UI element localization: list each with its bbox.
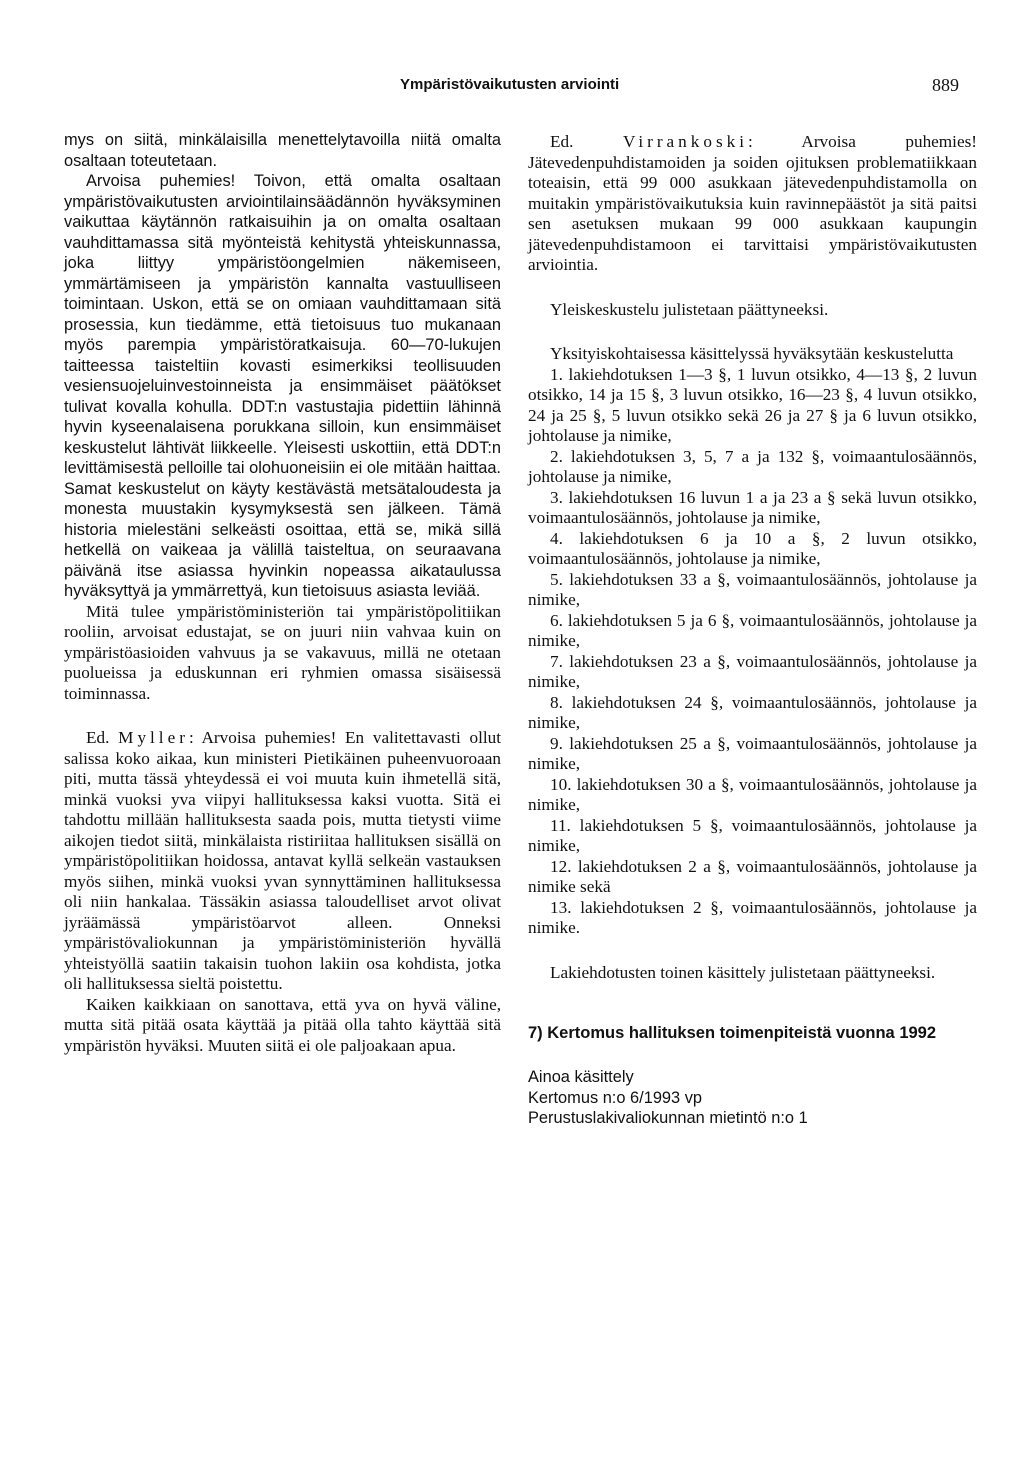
speaker-name: Myller	[118, 728, 189, 747]
speaker-prefix: Ed.	[550, 132, 574, 151]
list-item: 7. lakiehdotuksen 23 a §, voimaantulosäännös, johtolause ja nimike,	[528, 651, 977, 691]
left-column	[64, 130, 501, 1056]
list-item: 4. lakiehdotuksen 6 ja 10 a §, 2 luvun otsikko, voimaantulosäännös, johtolause ja nimike,	[528, 528, 977, 568]
detailed-handling-intro: Yksityiskohtaisessa käsittelyssä hyväksytään keskustelutta	[550, 344, 954, 363]
speech-text: : Arvoisa puhemies! Jätevedenpuhdistamoiden ja soiden ojituksen problematiikkaan toteaisin, että 99 000 asukkaan jätevedenpuhdistamolla on muitakin ympäristövaikutuksia kuin ravinnepäästöt ja sitä paitsi sen asetuksen mukaan 99 000 asukkaan kaupungin jätevedenpuhdistamoon ei tarvittaisi ympäristövaikutusten arviointia.	[528, 132, 977, 274]
bill-list	[528, 365, 977, 939]
list-item: 12. lakiehdotuksen 2 a §, voimaantulosäännös, johtolause ja nimike sekä	[528, 856, 977, 896]
list-item: 9. lakiehdotuksen 25 a §, voimaantulosäännös, johtolause ja nimike,	[528, 733, 977, 773]
list-item: 2. lakiehdotuksen 3, 5, 7 a ja 132 §, voimaantulosäännös, johtolause ja nimike,	[528, 446, 977, 486]
second-reading-closed: Lakiehdotusten toinen käsittely julistetaan päättyneeksi.	[550, 962, 936, 982]
speaker-prefix: Ed.	[86, 728, 110, 747]
paragraph-minister-speech: Arvoisa puhemies! Toivon, että omalta osaltaan ympäristövaikutusten arviointilainsäädännön hyväksyminen vaikuttaa käytännön ratkaisuihin ja on omalta osaltaan vauhdittamassa sitä myönteistä kehitystä yhteiskunnassa, joka liittyy ympäristöongelmien näkemiseen, ymmärtämiseen ja ympäristön kannalta vastuulliseen toimintaan. Uskon, että se on omiaan vauhdittamaan sitä prosessia, kun tiedämme, että tietoisuus tuo mukanaan myös parempia ympäristöratkaisuja. 60—70-lukujen taitteessa taisteltiin kovasti esimerkiksi teollisuuden vesiensuojeluinvestoinneista ja ensimmäiset päätökset tulivat kovalla kohulla. DDT:n vastustajia pidettiin lähinnä hyvin kyseenalaisena porukkana silloin, kun ensimmäiset keskustelut lähtivät liikkeelle. Yleisesti uskottiin, että DDT:n levittämisestä pelloille tai olohuoneisiin ei ole mitään haittaa. Samat keskustelut on käyty kestävästä metsätaloudesta ja monesta muustakin kysymyksestä sen jälkeen. Tämä historia mielestäni selkeästi osoittaa, että se, mikä sillä hetkellä on vaikeaa ja välillä taisteltua, on seuraavana päivänä itse asiassa hyvinkin nopeassa aikataulussa hyväksyttyä ja ymmärrettyä, kun tietoisuus asiasta leviää.	[64, 172, 501, 600]
list-item: 8. lakiehdotuksen 24 §, voimaantulosäännös, johtolause ja nimike,	[528, 692, 977, 732]
list-item: 3. lakiehdotuksen 16 luvun 1 a ja 23 a § sekä luvun otsikko, voimaantulosäännös, johtolause ja nimike,	[528, 487, 977, 527]
paragraph-ministry-role: Mitä tulee ympäristöministeriön tai ympäristöpolitiikan rooliin, arvoisat edustajat, se on juuri niin vahvaa kuin on ympäristöasioiden vahvuus ja se vakavuus, millä ne otetaan puolueissa ja eduskunnan eri ryhmien omassa sisäisessä toiminnassa.	[64, 601, 501, 703]
paragraph-continuation: mys on siitä, minkälaisilla menettelytavoilla niitä omalta osaltaan toteutetaan.	[64, 131, 501, 170]
paragraph-myller-speech	[64, 728, 501, 995]
list-item: 10. lakiehdotuksen 30 a §, voimaantulosäännös, johtolause ja nimike,	[528, 774, 977, 814]
paragraph-virrankoski-speech	[528, 132, 977, 276]
speaker-name: Virrankoski	[622, 132, 749, 151]
page-number: 889	[932, 75, 959, 95]
committee-report: Perustuslakivaliokunnan mietintö n:o 1	[528, 1109, 808, 1127]
list-item: 13. lakiehdotuksen 2 §, voimaantulosäännös, johtolause ja nimike.	[528, 897, 977, 937]
handling-type: Ainoa käsittely	[528, 1068, 634, 1086]
speech-text: : Arvoisa puhemies! En valitettavasti ollut salissa koko aikaa, kun ministeri Pietikäinen puheenvuoroaan piti, mutta tässä yhteydessä ei voi muuta kuin ihmetellä sitä, minkä vuoksi yva viipyi hallituksessa kaksi vuotta. Sitä ei tahdottu millään hallituksesta saada pois, mutta tietysti viime aikojen tiedot siitä, minkälaista ristiriitaa hallituksen sisällä on ympäristöpolitiikan hoidossa, antavat kyllä selkeän vastauksen myös siihen, minkä vuoksi yvan synnyttäminen hallituksessa oli niin hankalaa. Tässäkin asiassa taloudelliset arvot olivat jyräämässä ympäristöarvot alleen. Onneksi ympäristövaliokunnan ja ympäristöministeriön hyvällä yhteistyöllä saatiin takaisin tuohon lakiin osa kohdista, jotka oli hallituksessa sieltä poistettu.	[64, 728, 501, 993]
section-heading: 7) Kertomus hallituksen toimenpiteistä vuonna 1992	[528, 1024, 937, 1042]
list-item: 1. lakiehdotuksen 1—3 §, 1 luvun otsikko, 4—13 §, 2 luvun otsikko, 14 ja 15 §, 3 luvun otsikko, 16—23 §, 4 luvun otsikko, 24 ja 25 §, 5 luvun otsikko sekä 26 ja 27 § ja 6 luvun otsikko, johtolause ja nimike,	[528, 364, 977, 445]
report-reference: Kertomus n:o 6/1993 vp	[528, 1088, 703, 1107]
general-debate-closed: Yleiskeskustelu julistetaan päättyneeksi.	[550, 299, 829, 319]
list-item: 5. lakiehdotuksen 33 a §, voimaantulosäännös, johtolause ja nimike,	[528, 569, 977, 609]
paragraph-conclusion: Kaiken kaikkiaan on sanottava, että yva on hyvä väline, mutta sitä pitää osata käyttää ja pitää olla tahto käyttää sitä ympäristön hyväksi. Muuten siitä ei ole paljoakaan apua.	[64, 994, 501, 1055]
list-item: 6. lakiehdotuksen 5 ja 6 §, voimaantulosäännös, johtolause ja nimike,	[528, 610, 977, 650]
right-column	[528, 132, 977, 1129]
running-title: Ympäristövaikutusten arviointi	[400, 76, 620, 93]
list-item: 11. lakiehdotuksen 5 §, voimaantulosäännös, johtolause ja nimike,	[528, 815, 977, 855]
